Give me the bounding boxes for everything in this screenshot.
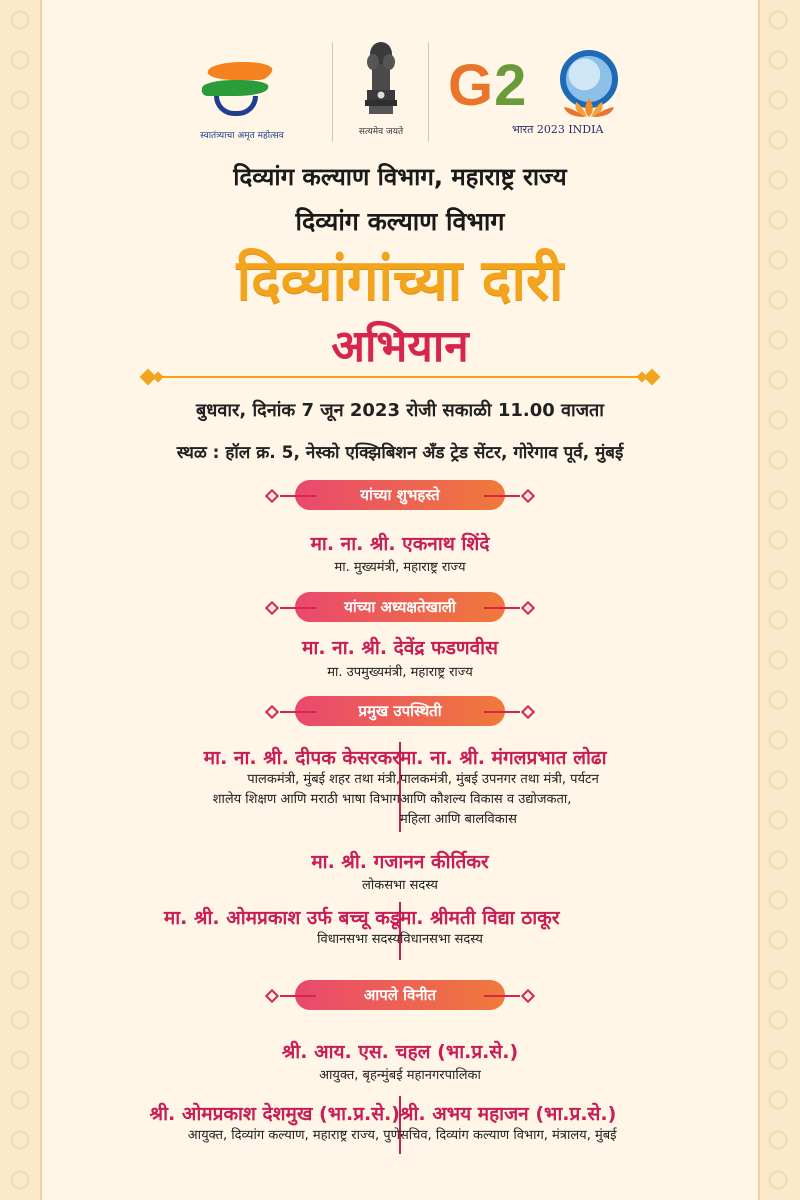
lotus-icon [556,96,622,118]
president-name: मा. ना. श्री. देवेंद्र फडणवीस [302,637,498,659]
diamond-ornament-icon [265,601,279,615]
emblem-caption: सत्यमेव जयते [358,127,404,137]
department-line-2: दिव्यांग कल्याण विभाग [295,207,505,236]
g20-caption: भारत 2023 INDIA [512,123,604,136]
guest-name: मा. श्री. ओमप्रकाश उर्फ बच्चू कडू [163,907,400,929]
section-header-auspices [42,480,758,512]
g20-logo [442,46,642,142]
saffron-swoosh-icon [205,62,276,80]
event-date-time: बुधवार, दिनांक 7 जून 2023 रोजी सकाळी 11.00 वाजता [196,400,604,421]
amrit-caption: स्वातंत्र्याचा अमृत महोत्सव [200,131,284,141]
president-role: मा. उपमुख्यमंत्री, महाराष्ट्र राज्य [327,665,473,680]
logo-divider [428,42,429,142]
host-name: श्री. ओमप्रकाश देशमुख (भा.प्र.से.) [149,1103,400,1125]
diamond-ornament-icon [265,989,279,1003]
g20-wordmark: G2 [448,53,528,118]
guest-role: विधानसभा सदस्य [317,932,400,947]
diamond-ornament-icon [521,489,535,503]
campaign-subtitle: अभियान [331,321,469,372]
guest-left-1 [204,744,400,810]
chief-guest-role: मा. मुख्यमंत्री, महाराष्ट्र राज्य [334,560,466,575]
guest-right-1 [400,744,607,830]
lion-capital-icon [363,40,399,116]
host-role: सचिव, दिव्यांग कल्याण विभाग, मंत्रालय, मुंबई [400,1128,617,1143]
guest-role: शालेय शिक्षण आणि मराठी भाषा विभाग [212,792,400,807]
campaign-title: दिव्यांगांच्या दारी [236,248,564,313]
diamond-ornament-icon [521,705,535,719]
diamond-ornament-icon [521,601,535,615]
event-venue: स्थळ : हॉल क्र. 5, नेस्को एक्झिबिशन अँड ट्रेड सेंटर, गोरेगाव पूर्व, मुंबई [176,443,624,463]
left-border-pattern [0,0,42,1200]
section-label: आपले विनीत [295,980,505,1010]
diamond-ornament-icon [265,489,279,503]
host-center-name: श्री. आय. एस. चहल (भा.प्र.से.) [281,1041,519,1063]
blue-swirl-icon [214,96,258,116]
logo-divider [332,42,333,142]
host-center-role: आयुक्त, बृहन्मुंबई महानगरपालिका [319,1068,481,1083]
guest-role: पालकमंत्री, मुंबई उपनगर तथा मंत्री, पर्यटन [400,772,599,787]
right-border-pattern [758,0,800,1200]
guest-name: मा. ना. श्री. दीपक केसरकर [203,747,400,769]
logo-strip [42,36,758,146]
guest-role: पालकमंत्री, मुंबई शहर तथा मंत्री, [247,772,400,787]
diamond-ornament-icon [521,989,535,1003]
guest-name: मा. श्रीमती विद्या ठाकूर [400,907,560,929]
host-name: श्री. अभय महाजन (भा.प्र.से.) [400,1103,617,1125]
section-header-presence [42,696,758,728]
guest-role: महिला आणि बालविकास [400,812,517,827]
guest-role: विधानसभा सदस्य [400,932,483,947]
host-role: आयुक्त, दिव्यांग कल्याण, महाराष्ट्र राज्य, पुणे [187,1128,400,1143]
section-label: प्रमुख उपस्थिती [295,696,505,726]
guest-center-role: लोकसभा सदस्य [362,878,438,893]
department-line-1: दिव्यांग कल्याण विभाग, महाराष्ट्र राज्य [233,163,567,191]
green-swoosh-icon [199,80,271,96]
section-label: यांच्या अध्यक्षतेखाली [295,592,505,622]
national-emblem-logo [346,40,416,144]
invitation-card [42,0,758,1200]
diamond-ornament-icon [265,705,279,719]
guest-center-name: मा. श्री. गजानन कीर्तिकर [311,851,489,873]
guest-right-2 [400,904,560,950]
ornament-divider [146,376,654,378]
guest-left-2 [164,904,400,950]
chief-guest-name: मा. ना. श्री. एकनाथ शिंदे [310,533,490,555]
host-left [150,1100,400,1146]
amrit-mahotsav-logo [172,56,312,146]
host-right [400,1100,617,1146]
section-label: यांच्या शुभहस्ते [295,480,505,510]
guest-name: मा. ना. श्री. मंगलप्रभात लोढा [400,747,607,769]
guest-role: आणि कौशल्य विकास व उद्योजकता, [400,792,572,807]
section-header-yours [42,980,758,1012]
section-header-presidency [42,592,758,624]
